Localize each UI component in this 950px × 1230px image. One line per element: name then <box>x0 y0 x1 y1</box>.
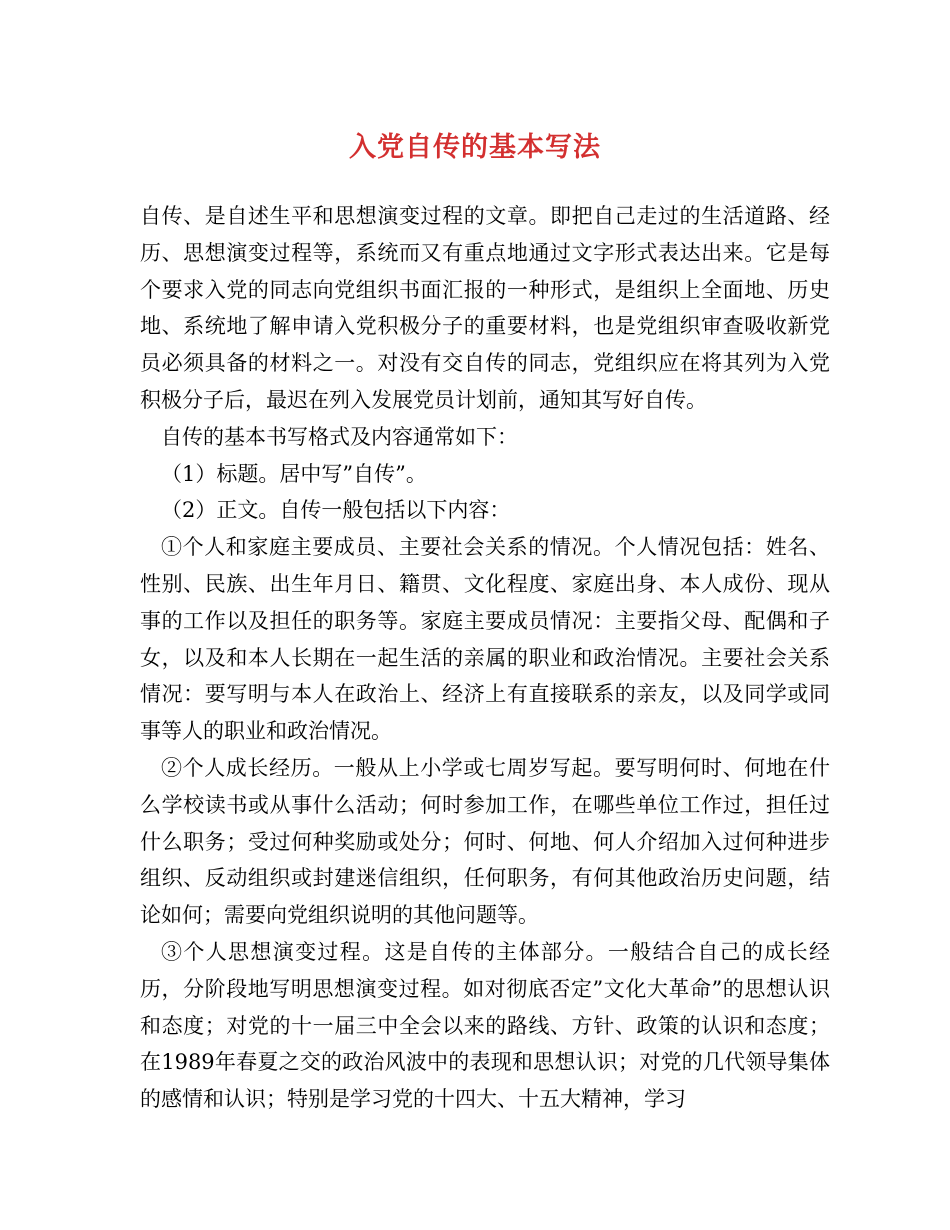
paragraph-intro: 自传、是自述生平和思想演变过程的文章。即把自己走过的生活道路、经历、思想演变过程等，系统而又有重点地通过文字形式表达出来。它是每个要求入党的同志向党组织书面汇报的一种形式，是组织上全面地、历史地、系统地了解申请入党积极分子的重要材料，也是党组织审查吸收新党员必须具备的材料之一。对没有交自传的同志，党组织应在将其列为入党积极分子后，最迟在列入发展党员计划前，通知其写好自传。 <box>140 204 830 412</box>
paragraph-format-heading: 自传的基本书写格式及内容通常如下： <box>161 424 518 449</box>
paragraph-body-item: （2）正文。自传一般包括以下内容： <box>161 498 511 523</box>
paragraph-thought-evolution: ③个人思想演变过程。这是自传的主体部分。一般结合自己的成长经历，分阶段地写明思想演变过程。如对彻底否定”文化大革命”的思想认识和态度；对党的十一届三中全会以来的路线、方针、政策的认识和态度；在1989年春夏之交的政治风波中的表现和思想认识；对党的几代领导集体的感情和认识；特别是学习党的十四大、十五大精神，学习 <box>140 939 830 1112</box>
paragraph-growth-experience: ②个人成长经历。一般从上小学或七周岁写起。要写明何时、何地在什么学校读书或从事什么活动；何时参加工作，在哪些单位工作过，担任过什么职务；受过何种奖励或处分；何时、何地、何人介绍加入过何种进步组织、反动组织或封建迷信组织，任何职务，有何其他政治历史问题，结论如何；需要向党组织说明的其他问题等。 <box>140 755 830 928</box>
paragraph-family-info: ①个人和家庭主要成员、主要社会关系的情况。个人情况包括：姓名、性别、民族、出生年月日、籍贯、文化程度、家庭出身、本人成份、现从事的工作以及担任的职务等。家庭主要成员情况：主要指父母、配偶和子女，以及和本人长期在一起生活的亲属的职业和政治情况。主要社会关系情况：要写明与本人在政治上、经济上有直接联系的亲友，以及同学或同事等人的职业和政治情况。 <box>140 535 830 744</box>
document-title: 入党自传的基本写法 <box>349 132 601 163</box>
document-body <box>140 198 830 1118</box>
paragraph-title-item: （1）标题。居中写”自传”。 <box>161 461 427 486</box>
